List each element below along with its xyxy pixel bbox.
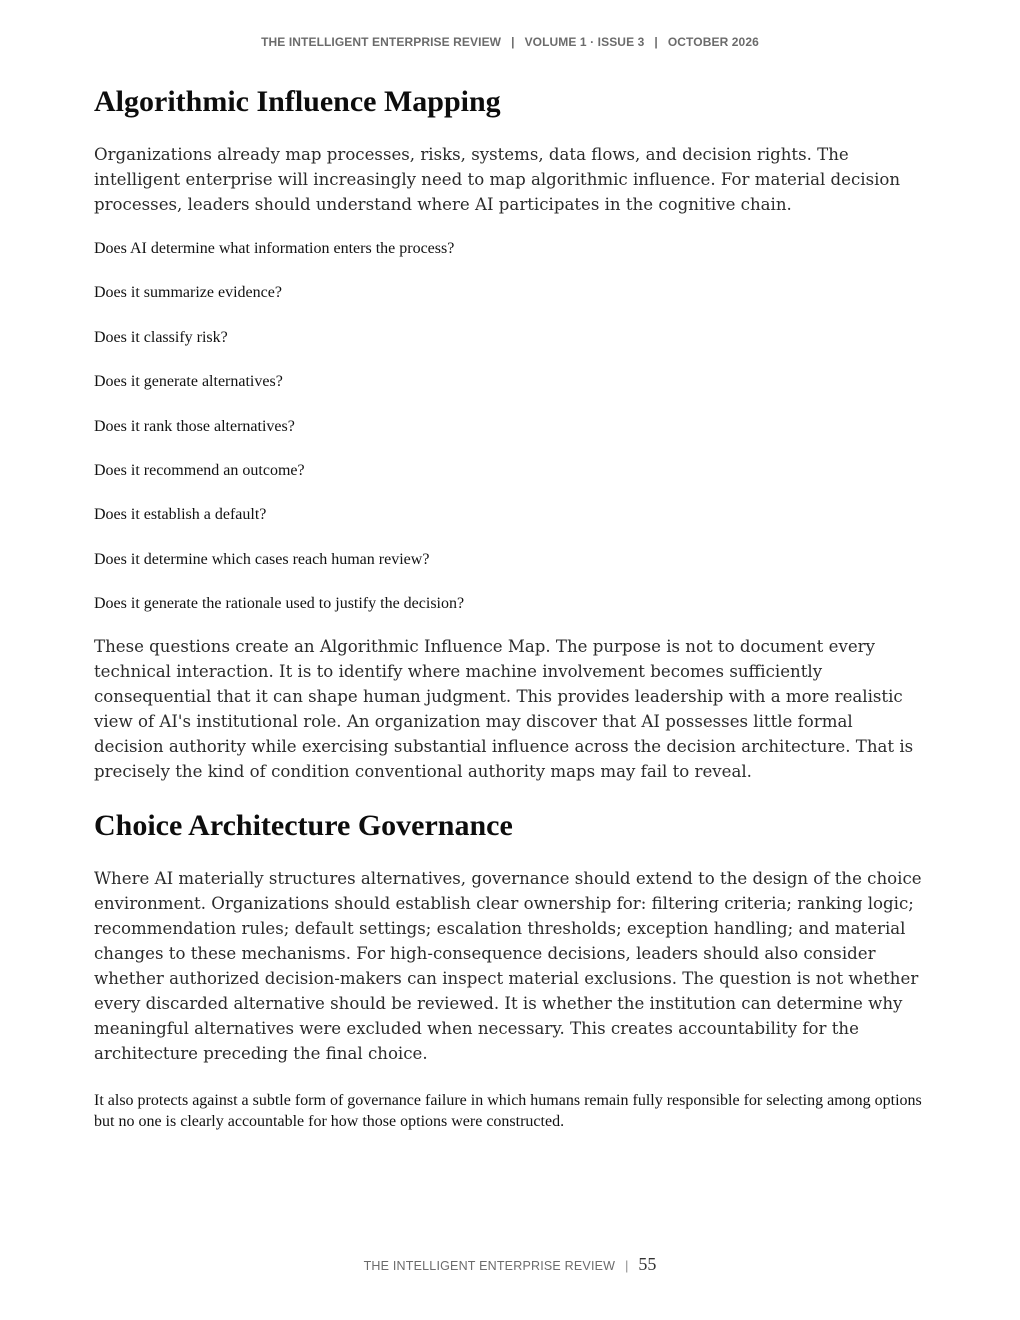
header-date: OCTOBER 2026 xyxy=(667,35,759,49)
question-item: Does it determine which cases reach human review? xyxy=(94,550,430,568)
question-item: Does it generate the rationale used to justify the decision? xyxy=(94,595,465,613)
running-footer xyxy=(0,1254,1020,1275)
section2-closing-paragraph: It also protects against a subtle form of governance failure in which humans remain fully responsible for selecting among options but no one is clearly accountable for how those options were constructed. xyxy=(94,1092,922,1131)
header-issue: VOLUME 1 · ISSUE 3 xyxy=(524,35,645,49)
page-number: 55 xyxy=(638,1254,657,1274)
section1-intro-paragraph: Organizations already map processes, risks, systems, data flows, and decision rights. The intelligent enterprise will increasingly need to map algorithmic influence. For material decision processes, leaders should understand where AI participates in the cognitive chain. xyxy=(94,145,901,214)
question-item: Does it summarize evidence? xyxy=(94,284,282,302)
header-publication: THE INTELLIGENT ENTERPRISE REVIEW xyxy=(261,35,502,49)
footer-publication: THE INTELLIGENT ENTERPRISE REVIEW xyxy=(363,1259,616,1273)
section-heading-algorithmic-influence-mapping: Algorithmic Influence Mapping xyxy=(94,85,501,118)
question-item: Does it generate alternatives? xyxy=(94,373,283,391)
footer-separator: | xyxy=(625,1259,629,1273)
article-body xyxy=(94,84,924,1132)
section1-conclusion-paragraph: These questions create an Algorithmic Influence Map. The purpose is not to document every technical interaction. It is to identify where machine involvement becomes sufficiently consequential that it can shape human judgment. This provides leadership with a more realistic view of AI's institutional role. An organization may discover that AI possesses little formal decision authority while exercising substantial influence across the decision architecture. That is precisely the kind of condition conventional authority maps may fail to reveal. xyxy=(94,637,914,782)
header-separator: | xyxy=(654,35,658,49)
question-item: Does it rank those alternatives? xyxy=(94,417,295,435)
section-heading-choice-architecture-governance: Choice Architecture Governance xyxy=(94,809,513,843)
question-item: Does it recommend an outcome? xyxy=(94,461,305,479)
influence-questions-list xyxy=(94,239,924,613)
running-header xyxy=(0,35,1020,49)
header-separator: | xyxy=(511,35,515,49)
question-item: Does it classify risk? xyxy=(94,328,228,346)
section2-body-paragraph: Where AI materially structures alternatives, governance should extend to the design of the choice environment. Organizations should establish clear ownership for: filtering criteria; ranking logic; recommendation rules; default settings; escalation thresholds; exception handling; and material changes to these mechanisms. For high-consequence decisions, leaders should also consider whether authorized decision-makers can inspect material exclusions. The question is not whether every discarded alternative should be reviewed. It is whether the institution can determine why meaningful alternatives were excluded when necessary. This creates accountability for the architecture preceding the final choice. xyxy=(94,869,922,1064)
question-item: Does AI determine what information enters the process? xyxy=(94,240,455,257)
question-item: Does it establish a default? xyxy=(94,506,267,524)
